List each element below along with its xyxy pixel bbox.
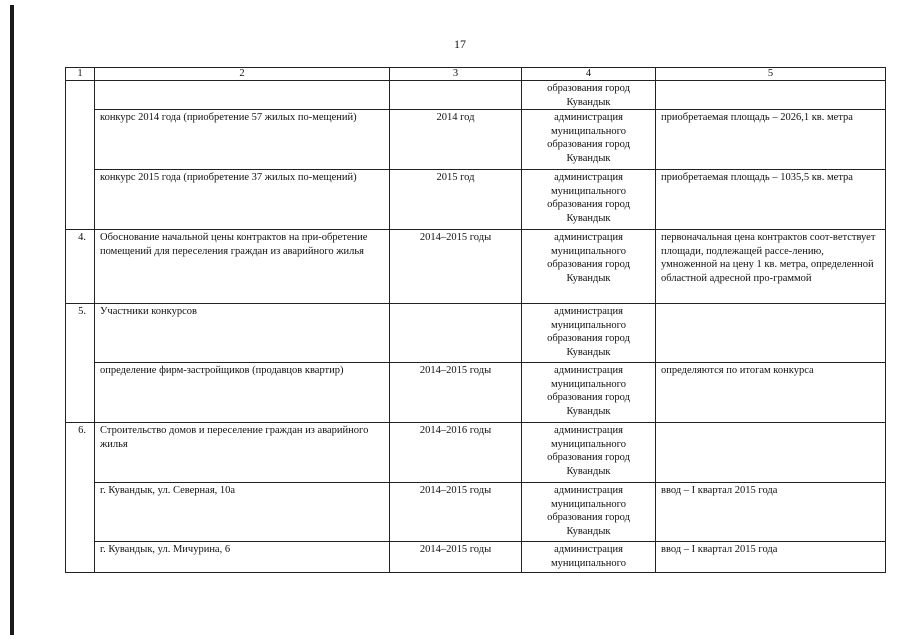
header-col-1: 1 <box>66 68 95 81</box>
row-term: 2014 год <box>390 110 522 170</box>
row-term: 2014–2015 годы <box>390 542 522 573</box>
row-result: приобретаемая площадь – 1035,5 кв. метра <box>656 170 886 230</box>
row-result: определяются по итогам конкурса <box>656 363 886 423</box>
row-number <box>66 170 95 230</box>
table-row <box>66 363 886 423</box>
row-result: ввод – I квартал 2015 года <box>656 483 886 542</box>
row-name: конкурс 2015 года (приобретение 37 жилых по-мещений) <box>95 170 390 230</box>
row-name: Обоснование начальной цены контрактов на при-обретение помещений для переселения граждан из аварийного жилья <box>95 230 390 304</box>
scan-edge-line <box>10 5 14 635</box>
row-executor: администрация муниципального образования город Кувандык <box>522 110 656 170</box>
row-name: Строительство домов и переселение граждан из аварийного жилья <box>95 423 390 483</box>
row-result: приобретаемая площадь – 2026,1 кв. метра <box>656 110 886 170</box>
table-row <box>66 170 886 230</box>
row-name: Участники конкурсов <box>95 304 390 363</box>
row-executor: администрация муниципального образования город Кувандык <box>522 304 656 363</box>
row-executor: администрация муниципального образования город Кувандык <box>522 423 656 483</box>
row-number: 6. <box>66 423 95 483</box>
row-result <box>656 81 886 110</box>
table-row <box>66 483 886 542</box>
row-term: 2014–2015 годы <box>390 363 522 423</box>
header-col-3: 3 <box>390 68 522 81</box>
row-executor: администрация муниципального образования город Кувандык <box>522 483 656 542</box>
row-result: ввод – I квартал 2015 года <box>656 542 886 573</box>
header-col-4: 4 <box>522 68 656 81</box>
row-term <box>390 304 522 363</box>
table-row <box>66 542 886 573</box>
row-name: г. Кувандык, ул. Мичурина, 6 <box>95 542 390 573</box>
row-result: первоначальная цена контрактов соот-ветствует площади, подлежащей рассе-лению, умноженной на цену 1 кв. метра, определенной областной адресной про-граммой <box>656 230 886 304</box>
activities-table <box>65 67 886 573</box>
row-number <box>66 542 95 573</box>
row-result <box>656 304 886 363</box>
table-row <box>66 110 886 170</box>
row-result <box>656 423 886 483</box>
table-row <box>66 304 886 363</box>
row-term: 2015 год <box>390 170 522 230</box>
row-number: 4. <box>66 230 95 304</box>
row-number: 5. <box>66 304 95 363</box>
row-name <box>95 81 390 110</box>
header-col-5: 5 <box>656 68 886 81</box>
row-number <box>66 81 95 110</box>
row-term: 2014–2015 годы <box>390 230 522 304</box>
table-header-row <box>66 68 886 81</box>
row-executor: образования город Кувандык <box>522 81 656 110</box>
row-term: 2014–2015 годы <box>390 483 522 542</box>
row-executor: администрация муниципального образования город Кувандык <box>522 170 656 230</box>
table-row <box>66 81 886 110</box>
row-number <box>66 110 95 170</box>
page-number: 17 <box>454 37 466 51</box>
table-row <box>66 230 886 304</box>
row-term: 2014–2016 годы <box>390 423 522 483</box>
row-number <box>66 483 95 542</box>
header-col-2: 2 <box>95 68 390 81</box>
row-name: конкурс 2014 года (приобретение 57 жилых по-мещений) <box>95 110 390 170</box>
row-executor: администрация муниципального образования город Кувандык <box>522 363 656 423</box>
row-executor: администрация муниципального образования город Кувандык <box>522 230 656 304</box>
row-name: г. Кувандык, ул. Северная, 10а <box>95 483 390 542</box>
row-term <box>390 81 522 110</box>
row-name: определение фирм-застройщиков (продавцов квартир) <box>95 363 390 423</box>
row-executor: администрация муниципального <box>522 542 656 573</box>
table-row <box>66 423 886 483</box>
row-number <box>66 363 95 423</box>
